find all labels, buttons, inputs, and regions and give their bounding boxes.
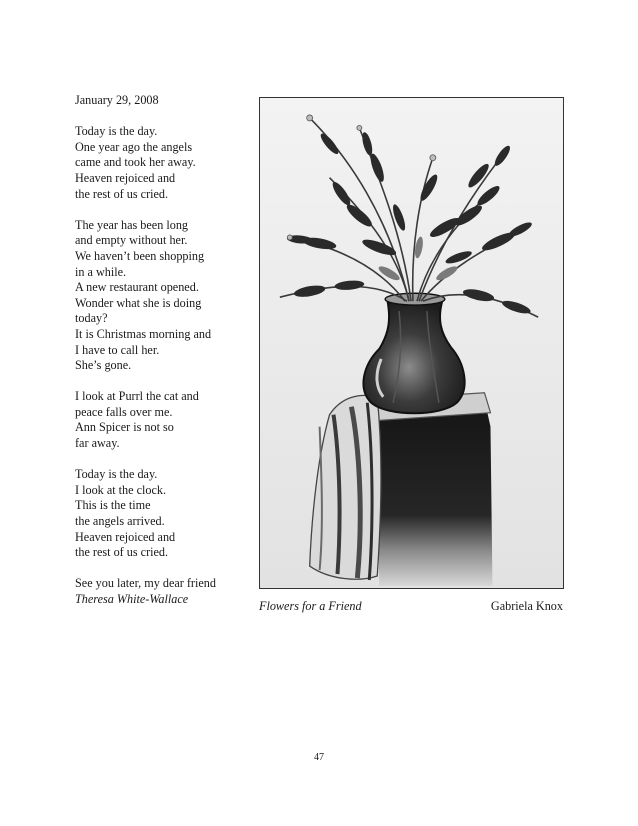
poem-line: the angels arrived. [75, 514, 165, 529]
poem-line: Heaven rejoiced and [75, 170, 176, 185]
poem-line: Today is the day. [75, 467, 158, 482]
poem-line: This is the time [75, 498, 151, 513]
poem-line: in a while. [75, 264, 127, 279]
stanza-gap [75, 452, 255, 468]
poem-line: the rest of us cried. [75, 545, 169, 560]
stanza-gap [75, 202, 255, 218]
stanza-2 [75, 218, 255, 374]
poem-line: I have to call her. [75, 342, 160, 357]
stanza-1 [75, 124, 255, 202]
poem-date: January 29, 2008 [75, 93, 159, 107]
poem-line: Heaven rejoiced and [75, 529, 176, 544]
artwork-artist: Gabriela Knox [490, 599, 563, 613]
poem [75, 93, 255, 592]
poem-line: The year has been long [75, 217, 189, 232]
poem-line: She’s gone. [75, 358, 132, 373]
poem-line: See you later, my dear friend [75, 576, 216, 591]
artwork-image [259, 97, 564, 589]
flower-vase-painting [260, 98, 563, 588]
poem-line: Wonder what she is doing [75, 295, 202, 310]
poem-line: and empty without her. [75, 233, 188, 248]
stanza-gap [75, 109, 255, 125]
stanza-5 [75, 576, 255, 592]
poem-line: peace falls over me. [75, 404, 173, 419]
stanza-gap [75, 561, 255, 577]
stanza-4 [75, 467, 255, 561]
stanza-3 [75, 389, 255, 451]
artwork-title: Flowers for a Friend [259, 599, 362, 613]
poem-author: Theresa White-Wallace [75, 592, 189, 606]
poem-line: I look at the clock. [75, 482, 167, 497]
poem-line: Today is the day. [75, 124, 158, 139]
page-number: 47 [314, 752, 324, 763]
poem-line: today? [75, 311, 108, 326]
poem-line: One year ago the angels [75, 139, 193, 154]
poem-line: A new restaurant opened. [75, 280, 199, 295]
stanza-gap [75, 374, 255, 390]
poem-line: came and took her away. [75, 155, 196, 170]
poem-line: I look at Purrl the cat and [75, 389, 199, 404]
poem-line: the rest of us cried. [75, 186, 169, 201]
poem-line: far away. [75, 436, 120, 451]
poem-line: We haven’t been shopping [75, 248, 205, 263]
poem-line: Ann Spicer is not so [75, 420, 174, 435]
poem-line: It is Christmas morning and [75, 326, 212, 341]
